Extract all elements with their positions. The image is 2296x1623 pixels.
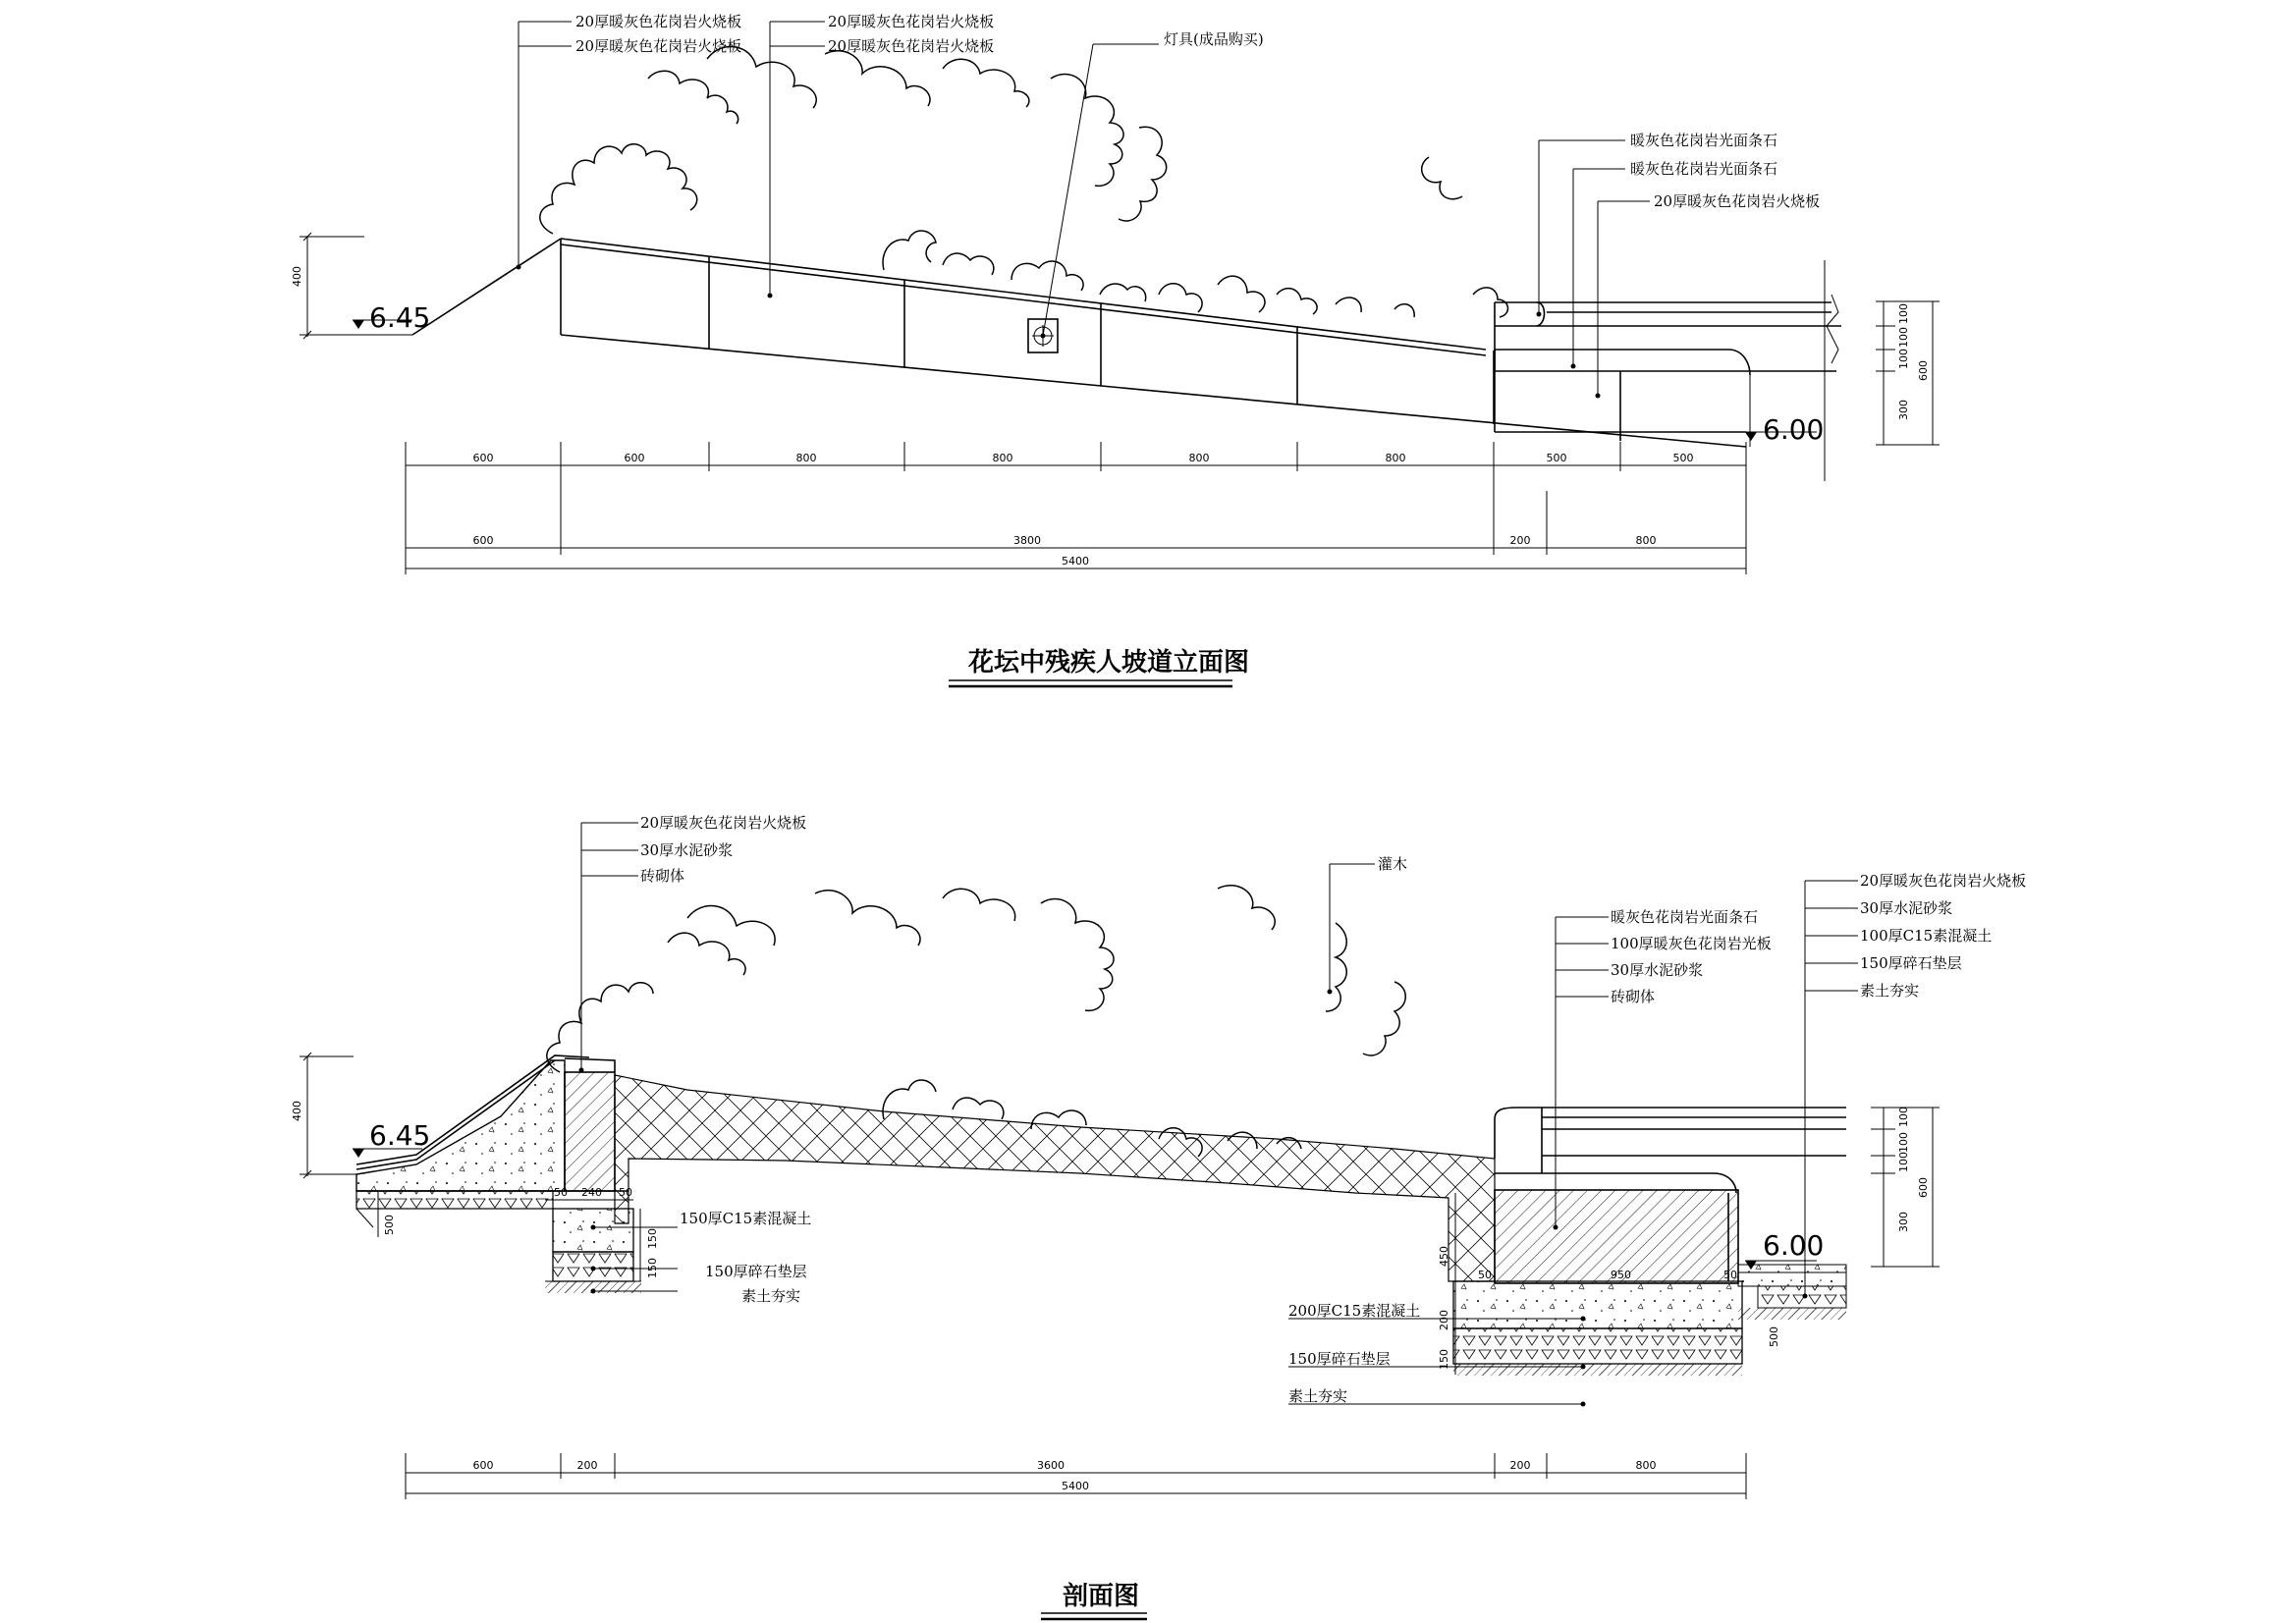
section-title: 剖面图	[1063, 1582, 1140, 1611]
callout-left-2: 20厚暖灰色花岗岩火烧板	[575, 37, 742, 55]
height-label-r5: 600	[1917, 360, 1930, 381]
sd-5: 500	[383, 1215, 396, 1235]
section-drawing	[291, 814, 2026, 1619]
sec-callout-right-3: 100厚C15素混凝土	[1860, 927, 1993, 945]
dim-r1-5: 800	[1385, 452, 1406, 464]
sec-dim-1: 200	[576, 1459, 598, 1472]
ramp-wall-elevation	[412, 239, 1746, 447]
brick-wall-left	[565, 1072, 615, 1191]
sd-3: 150	[646, 1228, 659, 1249]
sd-7: 950	[1611, 1269, 1631, 1281]
sec-footing-right-3: 素土夯实	[1288, 1387, 1348, 1405]
elevation-title: 花坛中残疾人坡道立面图	[968, 648, 1250, 677]
callout-right-2: 暖灰色花岗岩光面条石	[1630, 160, 1778, 178]
sec-dim-2: 3600	[1037, 1459, 1065, 1472]
section-height-r2: 100	[1897, 1132, 1910, 1153]
sec-callout-right-5: 素土夯实	[1860, 982, 1920, 1000]
height-label-left: 400	[291, 266, 303, 287]
section-elev-label-high: 6.45	[369, 1119, 431, 1152]
sd-9: 450	[1438, 1246, 1450, 1267]
kerb-block-elevation	[1495, 260, 1841, 481]
sec-callout-left-2: 30厚水泥砂浆	[640, 841, 734, 859]
sec-footing-left-2: 150厚碎石垫层	[705, 1263, 807, 1280]
callout-right-3: 20厚暖灰色花岗岩火烧板	[1654, 192, 1821, 210]
sec-footing-right-2: 150厚碎石垫层	[1288, 1350, 1391, 1368]
sec-callout-right-1: 20厚暖灰色花岗岩火烧板	[1860, 872, 2027, 890]
elev-label-low: 6.00	[1763, 413, 1825, 446]
dim-r1-6: 500	[1546, 452, 1567, 464]
callouts-elevation	[517, 13, 1821, 399]
shrub-outline	[540, 47, 1462, 234]
sec-footing-left-1: 150厚C15素混凝土	[680, 1210, 812, 1227]
sec-callout-mid-4: 砖砌体	[1611, 988, 1656, 1005]
elevation-drawing	[291, 13, 1940, 686]
sec-footing-right-1: 200厚C15素混凝土	[1288, 1302, 1421, 1320]
dim-r1-7: 500	[1672, 452, 1694, 464]
sd-12: 500	[1768, 1326, 1780, 1347]
sec-footing-left-3: 素土夯实	[741, 1287, 801, 1305]
height-label-r1: 100	[1897, 303, 1910, 324]
callout-lamp: 灯具(成品购买)	[1164, 30, 1264, 48]
section-dimension-line	[406, 1453, 1746, 1499]
sd-8: 50	[1723, 1269, 1737, 1281]
height-label-r2: 100	[1897, 327, 1910, 348]
height-label-r4: 300	[1897, 400, 1910, 420]
dim-r1-4: 800	[1188, 452, 1210, 464]
dim-r1-2: 800	[795, 452, 817, 464]
dimension-lines-elevation	[406, 442, 1746, 574]
sec-callout-right-2: 30厚水泥砂浆	[1860, 899, 1953, 917]
section-height-r5: 600	[1917, 1177, 1930, 1198]
height-label-r3: 100	[1897, 349, 1910, 369]
dim-r2-3: 800	[1635, 534, 1657, 547]
elev-label-high: 6.45	[369, 301, 431, 334]
height-dims-right	[1876, 301, 1940, 445]
sd-0: 50	[554, 1186, 568, 1199]
footing-gravel-right	[1453, 1328, 1742, 1364]
section-height-dim-left	[291, 1053, 354, 1178]
section-height-r1: 100	[1897, 1107, 1910, 1127]
sd-1: 240	[581, 1186, 602, 1199]
footing-concrete-left	[553, 1209, 633, 1252]
dim-r1-1: 600	[624, 452, 645, 464]
sec-callout-mid-2: 100厚暖灰色花岗岩光板	[1611, 935, 1772, 952]
callout-right-1: 暖灰色花岗岩光面条石	[1630, 132, 1778, 149]
callout-left-1: 20厚暖灰色花岗岩火烧板	[575, 13, 742, 30]
height-dim-left	[291, 233, 364, 339]
section-elev-label-low: 6.00	[1763, 1229, 1825, 1262]
dim-r1-3: 800	[992, 452, 1013, 464]
sd-11: 150	[1438, 1349, 1450, 1370]
dim-r2-1: 3800	[1013, 534, 1041, 547]
sec-dim-total: 5400	[1062, 1480, 1089, 1492]
sd-10: 200	[1438, 1310, 1450, 1330]
elevation-marker-low	[1745, 413, 1824, 446]
shrub-foreground	[883, 231, 1507, 317]
planting-soil-fill	[615, 1075, 1495, 1281]
sec-callout-mid-3: 30厚水泥砂浆	[1611, 961, 1704, 979]
sd-2: 50	[619, 1186, 632, 1199]
sec-callout-left-3: 砖砌体	[640, 867, 685, 885]
sd-4: 150	[646, 1258, 659, 1278]
sec-callout-left-1: 20厚暖灰色花岗岩火烧板	[640, 814, 807, 832]
sec-dim-0: 600	[472, 1459, 494, 1472]
section-height-r4: 300	[1897, 1212, 1910, 1232]
section-height-dims-right	[1871, 1107, 1940, 1267]
sec-callout-right-4: 150厚碎石垫层	[1860, 954, 1962, 972]
sec-callout-mid-1: 暖灰色花岗岩光面条石	[1611, 908, 1759, 926]
footing-concrete-right	[1453, 1281, 1742, 1328]
sd-6: 50	[1478, 1269, 1492, 1281]
callout-mid-2: 20厚暖灰色花岗岩火烧板	[828, 37, 995, 55]
sec-dim-3: 200	[1509, 1459, 1531, 1472]
section-height-label-left: 400	[291, 1101, 303, 1121]
section-elev-low	[1745, 1229, 1824, 1270]
dim-r2-2: 200	[1509, 534, 1531, 547]
dim-r2-0: 600	[472, 534, 494, 547]
sec-callout-shrub: 灌木	[1378, 855, 1408, 873]
section-height-r3: 100	[1897, 1152, 1910, 1172]
elevation-marker-high	[300, 301, 430, 335]
dim-r1-0: 600	[472, 452, 494, 464]
sec-dim-4: 800	[1635, 1459, 1657, 1472]
left-ramp-section	[356, 1055, 641, 1293]
dim-total: 5400	[1062, 555, 1089, 568]
callout-mid-1: 20厚暖灰色花岗岩火烧板	[828, 13, 995, 30]
